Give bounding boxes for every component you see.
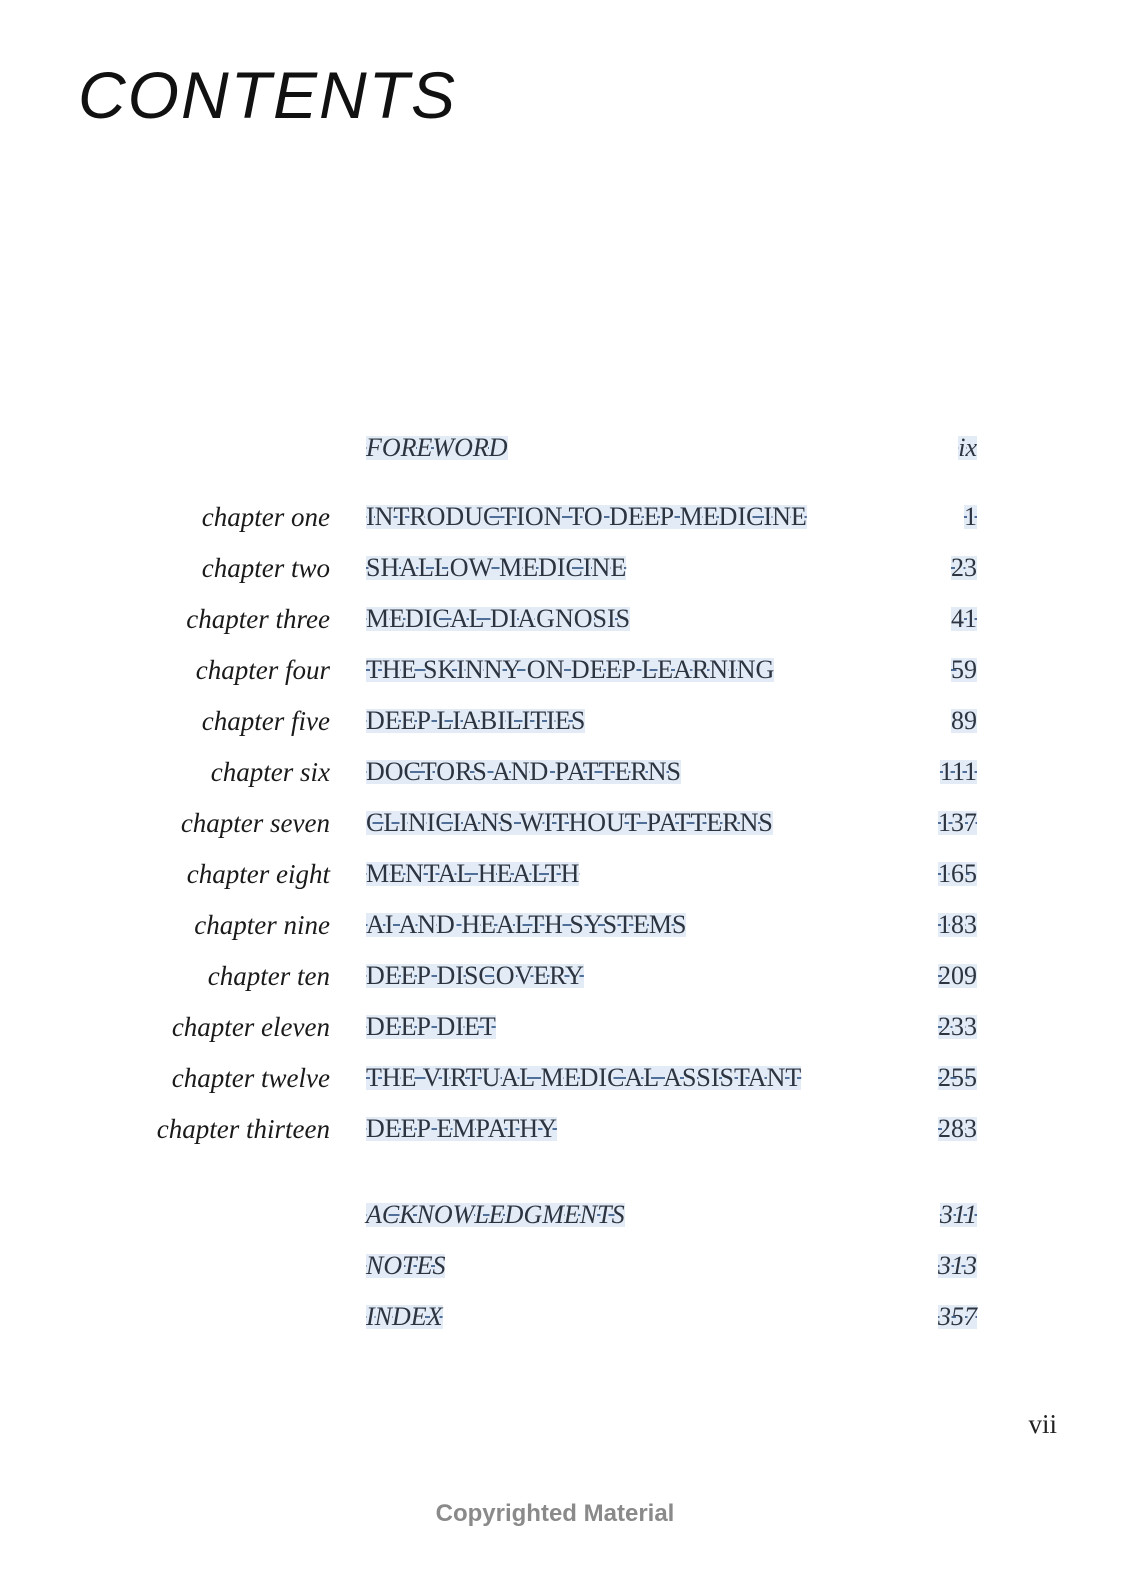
page-number: vii	[1028, 1409, 1057, 1439]
toc-page-notes[interactable]: 313	[938, 1246, 977, 1286]
toc-row-foreword	[0, 428, 1141, 468]
toc-page-chapter-6[interactable]: 111	[940, 752, 977, 792]
toc-link-acknowledgments[interactable]: ACKNOWLEDGMENTS	[366, 1195, 625, 1235]
toc-page-chapter-9[interactable]: 183	[938, 905, 977, 945]
toc-link-chapter-4[interactable]: THE SKINNY ON DEEP LEARNING	[366, 650, 774, 690]
toc-link-chapter-12[interactable]: THE VIRTUAL MEDICAL ASSISTANT	[366, 1058, 801, 1098]
toc-link-chapter-2[interactable]: SHALLOW MEDICINE	[366, 548, 626, 588]
toc-page-chapter-8[interactable]: 165	[938, 854, 977, 894]
chapter-label: chapter ten	[207, 961, 330, 991]
toc-page-chapter-5[interactable]: 89	[951, 701, 977, 741]
toc-link-index[interactable]: INDEX	[366, 1297, 443, 1337]
chapter-label: chapter four	[195, 655, 330, 685]
toc-page-foreword[interactable]: ix	[958, 428, 977, 468]
chapter-label: chapter twelve	[171, 1063, 330, 1093]
toc-link-chapter-9[interactable]: AI AND HEALTH SYSTEMS	[366, 905, 686, 945]
chapter-label: chapter two	[201, 553, 330, 583]
toc-row-chapter-11	[0, 1007, 1141, 1047]
toc-link-chapter-11[interactable]: DEEP DIET	[366, 1007, 496, 1047]
chapter-label: chapter six	[210, 757, 330, 787]
toc-row-chapter-1	[0, 497, 1141, 537]
toc-link-chapter-13[interactable]: DEEP EMPATHY	[366, 1109, 557, 1149]
toc-row-chapter-12	[0, 1058, 1141, 1098]
toc-link-chapter-5[interactable]: DEEP LIABILITIES	[366, 701, 585, 741]
toc-page-chapter-10[interactable]: 209	[938, 956, 977, 996]
toc-row-acknowledgments	[0, 1195, 1141, 1235]
toc-link-chapter-8[interactable]: MENTAL HEALTH	[366, 854, 579, 894]
toc-link-chapter-6[interactable]: DOCTORS AND PATTERNS	[366, 752, 681, 792]
toc-page-index[interactable]: 357	[938, 1297, 977, 1337]
toc-page-chapter-4[interactable]: 59	[951, 650, 977, 690]
toc-row-chapter-6	[0, 752, 1141, 792]
toc-page-chapter-11[interactable]: 233	[938, 1007, 977, 1047]
toc-page-chapter-1[interactable]: 1	[964, 497, 977, 537]
toc-page-chapter-13[interactable]: 283	[938, 1109, 977, 1149]
toc-row-chapter-3	[0, 599, 1141, 639]
toc-row-chapter-5	[0, 701, 1141, 741]
chapter-label: chapter thirteen	[156, 1114, 330, 1144]
toc-page-chapter-12[interactable]: 255	[938, 1058, 977, 1098]
toc-row-notes	[0, 1246, 1141, 1286]
toc-row-chapter-8	[0, 854, 1141, 894]
toc-row-chapter-2	[0, 548, 1141, 588]
toc-row-chapter-13	[0, 1109, 1141, 1149]
chapter-label: chapter five	[201, 706, 330, 736]
toc-page-chapter-2[interactable]: 23	[951, 548, 977, 588]
chapter-label: chapter three	[186, 604, 330, 634]
toc-row-index	[0, 1297, 1141, 1337]
toc-row-chapter-7	[0, 803, 1141, 843]
chapter-label: chapter nine	[194, 910, 330, 940]
toc-link-chapter-1[interactable]: INTRODUCTION TO DEEP MEDICINE	[366, 497, 807, 537]
toc-link-notes[interactable]: NOTES	[366, 1246, 445, 1286]
toc-link-chapter-10[interactable]: DEEP DISCOVERY	[366, 956, 584, 996]
toc-row-chapter-4	[0, 650, 1141, 690]
toc-page-chapter-3[interactable]: 41	[951, 599, 977, 639]
chapter-label: chapter eight	[186, 859, 330, 889]
page-title: CONTENTS	[78, 58, 457, 132]
toc-link-chapter-3[interactable]: MEDICAL DIAGNOSIS	[366, 599, 630, 639]
toc-page-acknowledgments[interactable]: 311	[940, 1195, 977, 1235]
toc-link-foreword[interactable]: FOREWORD	[366, 428, 508, 468]
chapter-label: chapter seven	[180, 808, 330, 838]
chapter-label: chapter one	[201, 502, 330, 532]
toc-link-chapter-7[interactable]: CLINICIANS WITHOUT PATTERNS	[366, 803, 773, 843]
copyright-notice: Copyrighted Material	[435, 1500, 675, 1527]
toc-page-chapter-7[interactable]: 137	[938, 803, 977, 843]
toc-row-chapter-9	[0, 905, 1141, 945]
toc-row-chapter-10	[0, 956, 1141, 996]
chapter-label: chapter eleven	[171, 1012, 330, 1042]
